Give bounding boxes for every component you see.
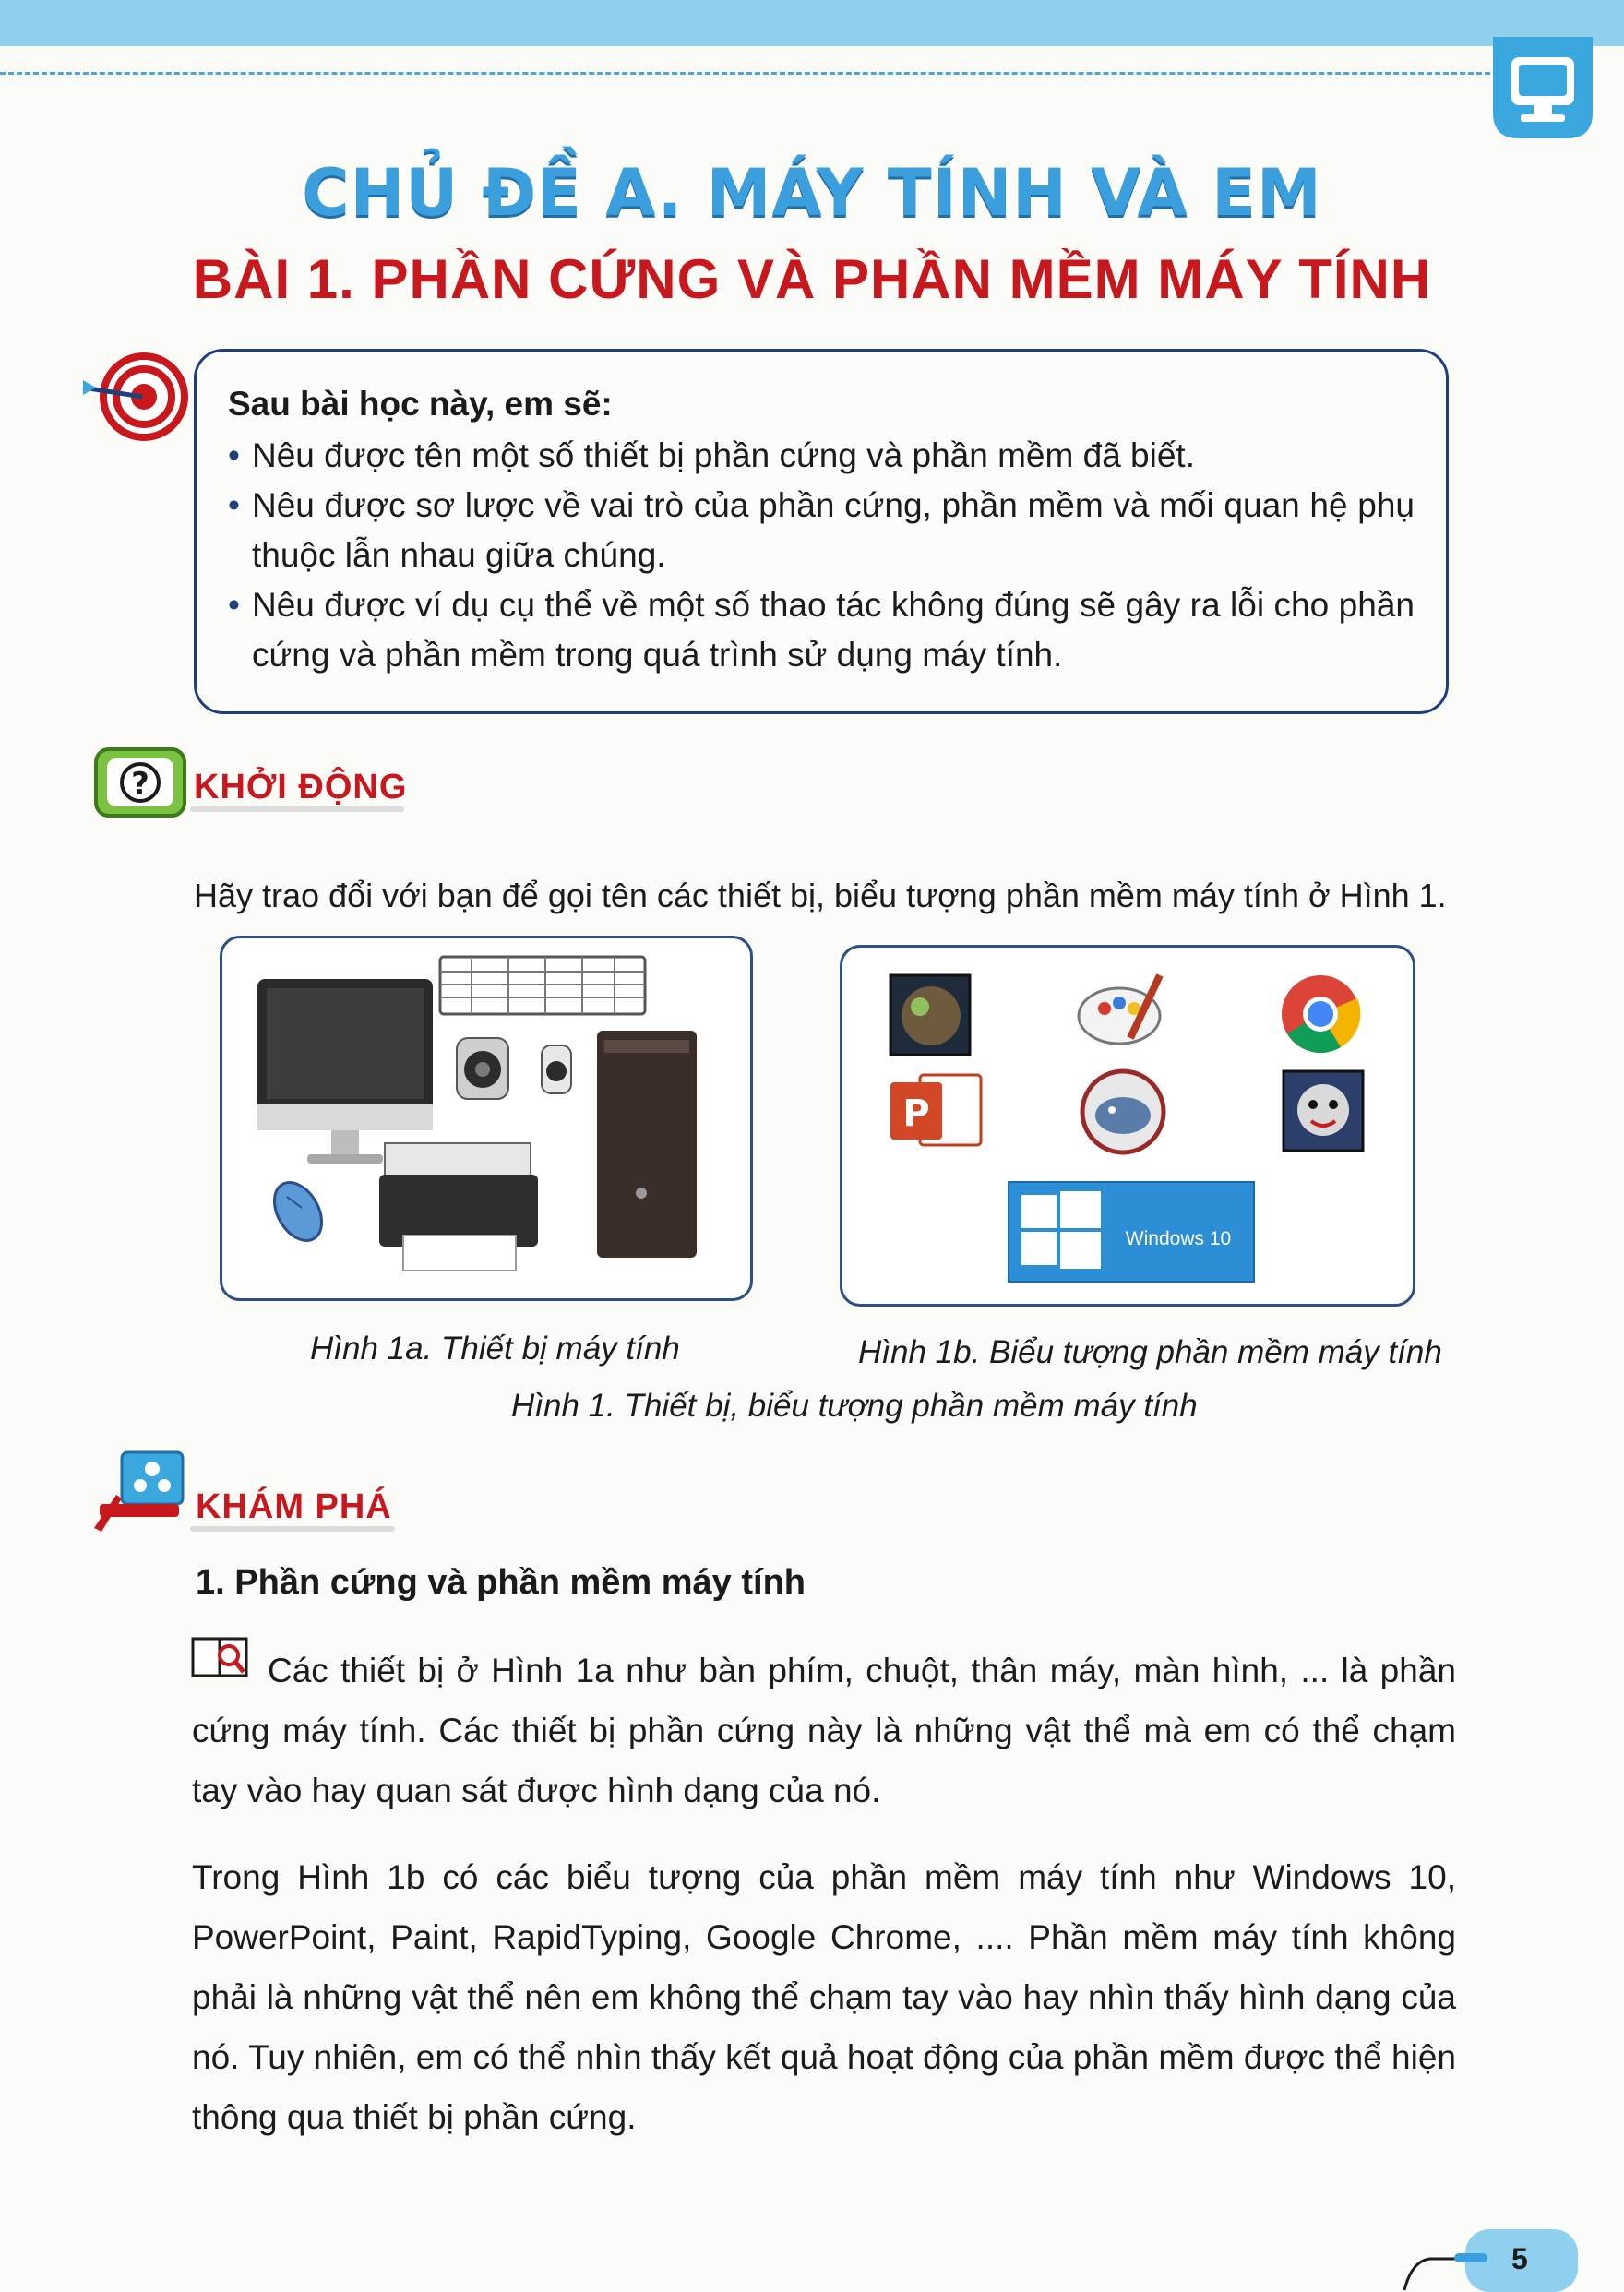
start-prompt: Hãy trao đổi với bạn để gọi tên các thiết bị, biểu tượng phần mềm máy tính ở Hình 1. xyxy=(194,877,1447,914)
question-icon xyxy=(92,746,188,819)
speaker-icon xyxy=(457,1038,571,1099)
explore-section-label: KHÁM PHÁ xyxy=(196,1487,392,1526)
start-section-label: KHỞI ĐỘNG xyxy=(194,768,408,806)
objective-text: Nêu được tên một số thiết bị phần cứng và phần mềm đã biết. xyxy=(252,436,1195,474)
hardware-illustration xyxy=(222,938,750,1298)
objective-item xyxy=(228,481,1415,580)
explore-icon xyxy=(90,1449,190,1534)
figure-hardware xyxy=(220,936,753,1301)
monitor-icon xyxy=(257,979,433,1164)
objective-text: Nêu được ví dụ cụ thể về một số thao tác không đúng sẽ gây ra lỗi cho phần cứng và phần mềm trong quá trình sử dụng máy tính. xyxy=(252,586,1415,674)
windows-10-icon xyxy=(1009,1182,1254,1282)
svg-text:Windows 10: Windows 10 xyxy=(1125,1228,1232,1249)
svg-text:?: ? xyxy=(131,766,149,803)
character-app-icon xyxy=(1284,1071,1363,1151)
bullet-icon: • xyxy=(228,586,240,624)
paragraph-software: Trong Hình 1b có các biểu tượng của phần mềm máy tính như Windows 10, PowerPoint, Paint, RapidTyping, Google Chrome, .... Phần mềm máy tính không phải là những vật thể nên em không thể chạm tay vào hay nhìn thấy hình dạng của nó. Tuy nhiên, em có thể nhìn thấy kết quả hoạt động của phần mềm được thể hiện thông qua thiết bị phần cứng. xyxy=(192,1858,1456,2136)
planet-app-icon xyxy=(890,975,970,1055)
lesson-title: BÀI 1. PHẦN CỨNG VÀ PHẦN MỀM MÁY TÍNH xyxy=(192,248,1432,310)
objectives-box xyxy=(194,349,1449,714)
figure-software-icons xyxy=(840,945,1415,1307)
header-band xyxy=(0,0,1624,46)
system-unit-icon xyxy=(597,1031,697,1258)
objective-item xyxy=(228,431,1415,481)
page-tab xyxy=(1403,2224,1578,2292)
chapter-title: CHỦ ĐỀ A. MÁY TÍNH VÀ EM xyxy=(302,155,1322,231)
target-icon xyxy=(81,351,190,443)
page-number: 5 xyxy=(1511,2242,1528,2275)
objective-item xyxy=(228,580,1415,680)
figure-1b-caption: Hình 1b. Biểu tượng phần mềm máy tính xyxy=(858,1334,1442,1370)
powerpoint-icon xyxy=(890,1075,981,1145)
figure-1-caption: Hình 1. Thiết bị, biểu tượng phần mềm máy tính xyxy=(511,1388,1198,1424)
rapidtyping-icon xyxy=(1082,1071,1164,1152)
bullet-icon: • xyxy=(228,486,240,524)
figure-1a-caption: Hình 1a. Thiết bị máy tính xyxy=(310,1331,680,1367)
paragraph-hardware: Các thiết bị ở Hình 1a như bàn phím, chuột, thân máy, màn hình, ... là phần cứng máy tính. Các thiết bị phần cứng này là những vật thể mà em có thể chạm tay vào hay quan sát được hình dạng của nó. xyxy=(192,1652,1456,1809)
objective-text: Nêu được sơ lược về vai trò của phần cứng, phần mềm và mối quan hệ phụ thuộc lẫn nhau giữa chúng. xyxy=(252,486,1415,574)
header-dashed-line xyxy=(0,72,1490,75)
objectives-heading: Sau bài học này, em sẽ: xyxy=(228,385,613,423)
printer-icon xyxy=(379,1143,538,1271)
keyboard-icon xyxy=(440,957,645,1014)
mouse-icon xyxy=(265,1175,331,1249)
svg-text:P: P xyxy=(902,1092,930,1135)
paint-icon xyxy=(1079,975,1160,1044)
bullet-icon: • xyxy=(228,436,240,474)
chrome-icon xyxy=(1282,975,1360,1053)
section-subheading: 1. Phần cứng và phần mềm máy tính xyxy=(196,1563,806,1602)
software-icons-illustration xyxy=(842,948,1413,1304)
computer-icon xyxy=(1493,37,1593,138)
